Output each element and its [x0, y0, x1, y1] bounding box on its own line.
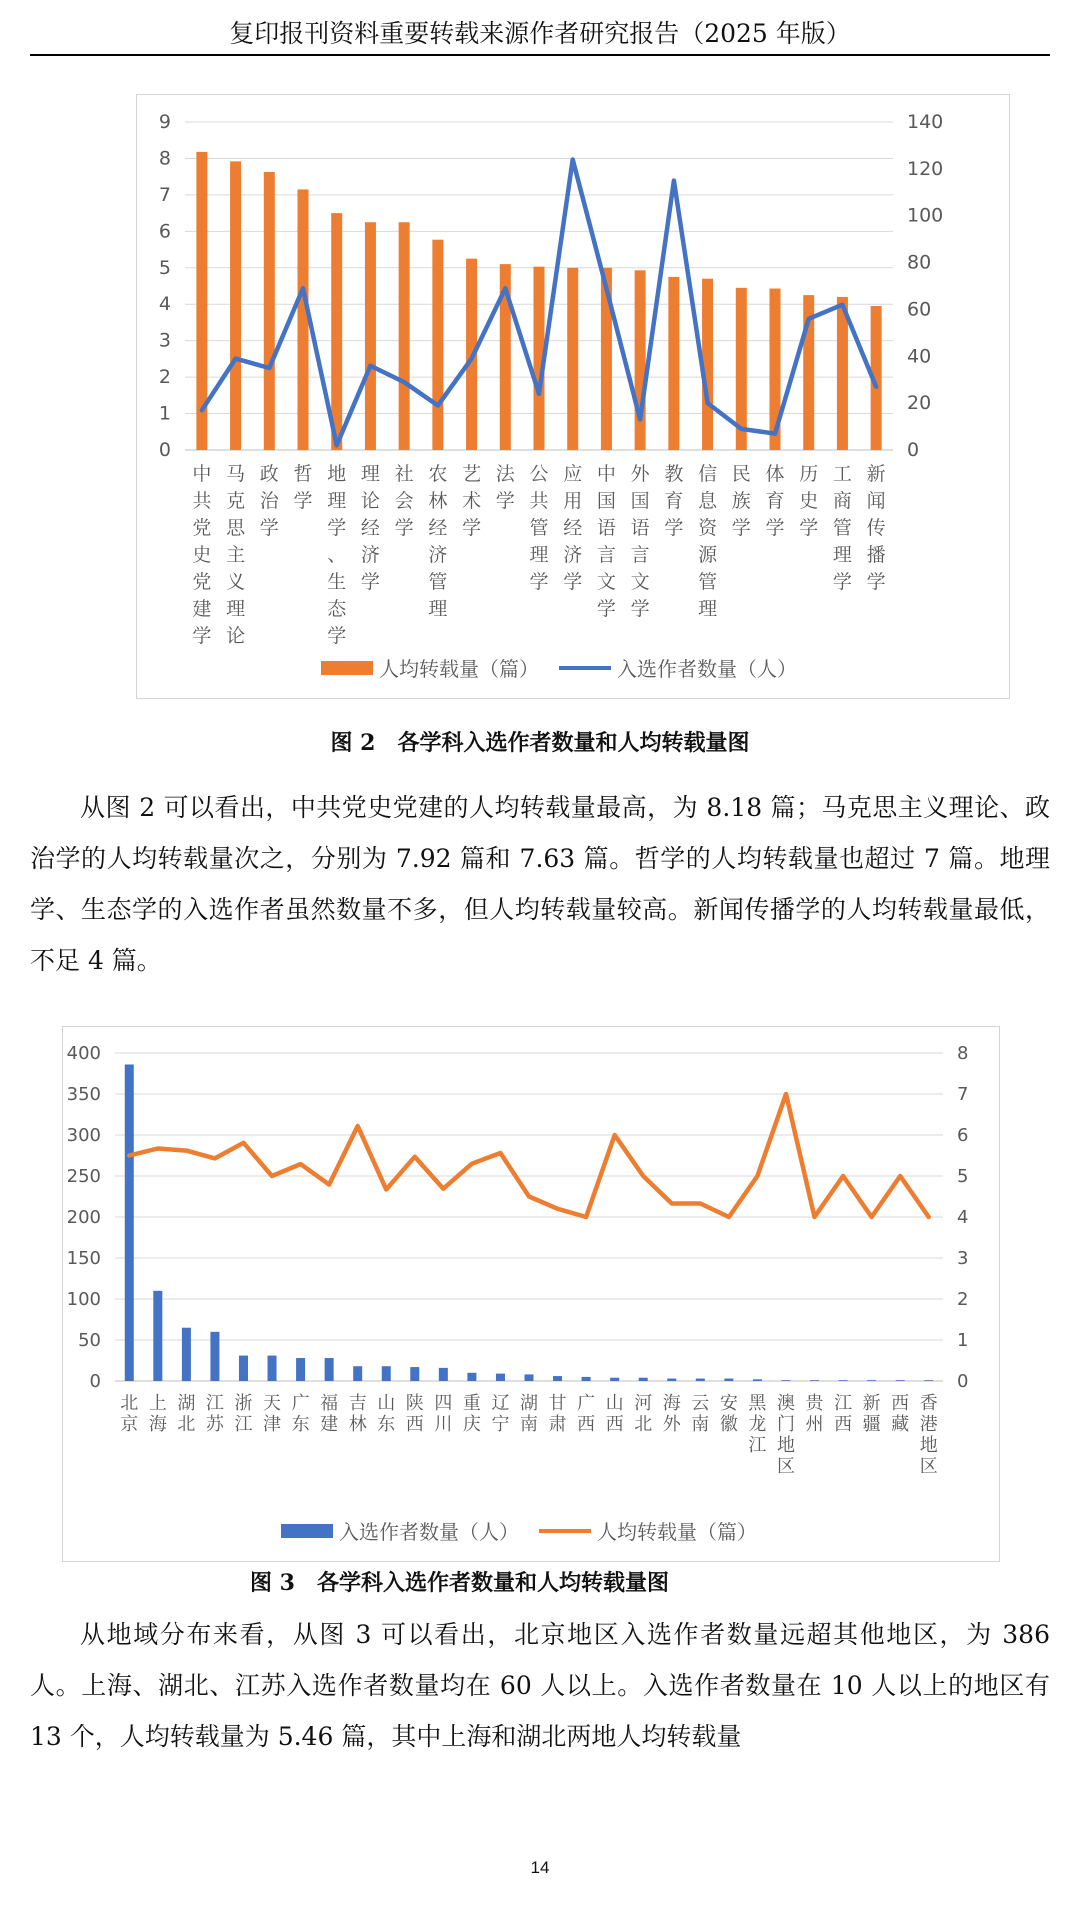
bar: [668, 277, 679, 450]
category-label-char: 学: [630, 598, 650, 620]
legend-swatch-blue-line: [559, 666, 611, 670]
chart-fig2: [136, 94, 1010, 699]
paragraph-1: [30, 782, 1050, 986]
category-label-char: 港: [919, 1414, 938, 1435]
category-label-char: 湖: [520, 1393, 538, 1414]
category-label-char: 理: [832, 544, 852, 566]
category-label-char: 地: [776, 1435, 795, 1456]
bar: [724, 1379, 733, 1381]
category-label-char: 政: [259, 463, 279, 485]
category-label-char: 京: [120, 1414, 139, 1435]
paragraph-text: 从地域分布来看，从图 3 可以看出，北京地区入选作者数量远超其他地区，为 386 人。上海、湖北、江苏入选作者数量均在 60 人以上。入选作者数量在 10 人以上的地区有 13 个，人均转载量为 5.46 篇，其中上海和湖北两地人均转载量: [30, 1620, 1050, 1751]
category-label-char: 言: [596, 544, 616, 566]
category-label-char: 西: [405, 1414, 424, 1435]
category-label-char: 源: [698, 544, 718, 566]
category-label-char: 浙: [234, 1393, 253, 1414]
category-label-char: 北: [634, 1414, 653, 1435]
legend-label: 入选作者数量（人）: [339, 1520, 519, 1544]
bar: [525, 1374, 534, 1381]
right-axis-tick-label: 80: [907, 251, 932, 274]
bar: [810, 1380, 819, 1381]
category-label-char: 理: [360, 463, 380, 485]
bar: [125, 1064, 134, 1381]
paragraph-text: 从图 2 可以看出，中共党史党建的人均转载量最高，为 8.18 篇；马克思主义理论、政治学的人均转载量次之，分别为 7.92 篇和 7.63 篇。哲学的人均转载量也超过 7 篇。地理学、生态学的入选作者虽然数量不多，但人均转载量较高。新闻传播学的人均转载量最低，不足 4 篇。: [30, 793, 1050, 975]
left-axis-tick-label: 7: [158, 183, 171, 206]
bar: [432, 240, 443, 450]
category-label-char: 信: [698, 463, 718, 485]
left-axis-tick-label: 3: [158, 329, 171, 352]
legend-item-bar: [281, 1516, 519, 1545]
category-label-char: 共: [529, 490, 549, 512]
category-label-char: 香: [919, 1393, 938, 1414]
category-label-char: 建: [192, 598, 212, 620]
category-label-char: 江: [834, 1393, 853, 1414]
category-label-char: 文: [596, 571, 616, 593]
category-label-char: 澳: [776, 1393, 795, 1414]
left-axis-tick-label: 5: [158, 256, 171, 279]
category-label-char: 陕: [405, 1393, 424, 1414]
category-label-char: 民: [731, 463, 751, 485]
bar: [582, 1377, 591, 1381]
left-axis-tick-label: 250: [66, 1166, 101, 1187]
category-label-char: 甘: [548, 1393, 567, 1414]
bar: [439, 1368, 448, 1381]
bar: [553, 1376, 562, 1381]
category-label-char: 公: [529, 463, 549, 485]
category-label-char: 管: [832, 517, 852, 539]
category-label-char: 哲: [293, 463, 313, 485]
category-label-char: 安: [719, 1393, 738, 1414]
category-label-char: 管: [529, 517, 549, 539]
category-label-char: 区: [776, 1456, 795, 1477]
chart-fig2-svg: [137, 95, 1009, 698]
right-axis-tick-label: 6: [957, 1125, 969, 1146]
right-axis-tick-label: 20: [907, 392, 932, 415]
category-label-char: 学: [563, 571, 583, 593]
category-label-char: 川: [434, 1414, 453, 1435]
left-axis-tick-label: 8: [158, 147, 171, 170]
category-label-char: 庆: [462, 1414, 481, 1435]
category-label-char: 经: [563, 517, 583, 539]
right-axis-tick-label: 8: [957, 1043, 969, 1064]
category-label-char: 、: [327, 544, 347, 566]
bar: [496, 1374, 505, 1381]
category-label-char: 江: [234, 1414, 253, 1435]
category-label-char: 理: [327, 490, 347, 512]
bar: [210, 1332, 219, 1381]
bar: [331, 213, 342, 450]
bar: [153, 1291, 162, 1381]
category-label-char: 西: [605, 1414, 624, 1435]
figure-caption-3: 图 3 各学科入选作者数量和人均转载量图: [250, 1570, 669, 1596]
category-label-char: 学: [259, 517, 279, 539]
category-label-char: 西: [891, 1393, 910, 1414]
right-axis-tick-label: 140: [907, 111, 944, 133]
chart-fig2-legend: [321, 653, 807, 682]
category-label-char: 社: [394, 463, 414, 485]
category-label-char: 语: [596, 517, 616, 539]
category-label-char: 用: [563, 490, 583, 512]
category-label-char: 宁: [491, 1414, 510, 1435]
category-label-char: 济: [428, 544, 448, 566]
right-axis-tick-label: 120: [907, 157, 944, 180]
category-label-char: 应: [563, 463, 583, 485]
category-label-char: 外: [662, 1414, 681, 1435]
category-label-char: 济: [563, 544, 583, 566]
category-label-char: 学: [394, 517, 414, 539]
category-label-char: 门: [776, 1414, 795, 1435]
category-label-char: 云: [691, 1393, 710, 1414]
category-label-char: 工: [832, 463, 852, 485]
category-label-char: 南: [691, 1414, 710, 1435]
category-label-char: 学: [293, 490, 313, 512]
category-label-char: 体: [765, 463, 785, 485]
bar: [610, 1378, 619, 1381]
left-axis-tick-label: 200: [66, 1207, 101, 1228]
left-axis-tick-label: 4: [158, 293, 171, 316]
category-label-char: 地: [327, 463, 347, 485]
category-label-char: 会: [394, 490, 414, 512]
category-label-char: 历: [799, 463, 819, 485]
bar: [635, 270, 646, 450]
bar: [264, 172, 275, 450]
category-label-char: 党: [192, 571, 212, 593]
right-axis-tick-label: 0: [907, 439, 920, 461]
legend-label: 入选作者数量（人）: [617, 657, 797, 681]
bar: [296, 1358, 305, 1381]
category-label-char: 育: [765, 490, 785, 512]
category-label-char: 语: [630, 517, 650, 539]
bar: [924, 1380, 933, 1381]
category-label-char: 藏: [891, 1414, 910, 1435]
category-label-char: 主: [226, 544, 246, 566]
category-label-char: 息: [698, 490, 718, 512]
category-label-char: 建: [320, 1414, 339, 1435]
category-label-char: 思: [226, 517, 246, 539]
legend-swatch-blue-bar: [281, 1524, 333, 1538]
bar: [781, 1380, 790, 1381]
left-axis-tick-label: 100: [66, 1289, 101, 1310]
category-label-char: 学: [596, 598, 616, 620]
category-label-char: 农: [428, 463, 448, 485]
right-axis-tick-label: 5: [957, 1166, 969, 1187]
bar: [639, 1378, 648, 1381]
left-axis-tick-label: 9: [158, 111, 171, 133]
legend-label: 人均转载量（篇）: [597, 1520, 757, 1544]
page-header: 复印报刊资料重要转载来源作者研究报告（2025 年版）: [30, 14, 1050, 56]
category-label-char: 海: [662, 1393, 681, 1414]
category-label-char: 区: [919, 1456, 938, 1477]
category-label-char: 言: [630, 544, 650, 566]
category-label-char: 天: [263, 1393, 282, 1414]
category-label-char: 管: [428, 571, 448, 593]
legend-item-line: [539, 1516, 757, 1545]
left-axis-tick-label: 6: [158, 220, 171, 243]
category-label-char: 肃: [548, 1414, 567, 1435]
category-label-char: 文: [630, 571, 650, 593]
category-label-char: 族: [731, 490, 751, 512]
category-label-char: 共: [192, 490, 212, 512]
category-label-char: 广: [577, 1393, 596, 1414]
bar: [696, 1379, 705, 1381]
category-label-char: 教: [664, 463, 684, 485]
bar: [230, 161, 241, 450]
category-label-char: 黑: [748, 1393, 767, 1414]
right-axis-tick-label: 0: [957, 1371, 969, 1392]
category-label-char: 学: [495, 490, 515, 512]
category-label-char: 辽: [491, 1393, 510, 1414]
category-label-char: 江: [205, 1393, 224, 1414]
bar: [667, 1379, 676, 1381]
legend-swatch-orange-line: [539, 1529, 591, 1533]
bar: [467, 1373, 476, 1381]
category-label-char: 理: [428, 598, 448, 620]
category-label-char: 重: [462, 1393, 481, 1414]
category-label-char: 上: [148, 1393, 167, 1414]
category-label-char: 苏: [205, 1414, 224, 1435]
category-label-char: 学: [832, 571, 852, 593]
left-axis-tick-label: 300: [66, 1125, 101, 1146]
right-axis-tick-label: 40: [907, 345, 932, 368]
category-label-char: 州: [805, 1414, 824, 1435]
left-axis-tick-label: 0: [89, 1371, 101, 1392]
category-label-char: 学: [462, 517, 482, 539]
category-label-char: 学: [327, 625, 347, 647]
category-label-char: 播: [866, 544, 886, 566]
left-axis-tick-label: 1: [158, 402, 171, 425]
category-label-char: 河: [634, 1393, 653, 1414]
category-label-char: 中: [192, 463, 212, 485]
right-axis-tick-label: 100: [907, 204, 944, 227]
category-label-char: 资: [698, 517, 718, 539]
category-label-char: 学: [360, 571, 380, 593]
category-label-char: 管: [698, 571, 718, 593]
paragraph-2: [30, 1609, 1050, 1762]
category-label-char: 学: [799, 517, 819, 539]
category-label-char: 经: [360, 517, 380, 539]
category-label-char: 商: [832, 490, 852, 512]
category-label-char: 治: [259, 490, 279, 512]
category-label-char: 史: [192, 544, 212, 566]
right-axis-tick-label: 4: [957, 1207, 969, 1228]
bar: [182, 1328, 191, 1381]
category-label-char: 学: [765, 517, 785, 539]
category-label-char: 学: [327, 517, 347, 539]
category-label-char: 徽: [719, 1414, 738, 1435]
bar: [567, 268, 578, 450]
left-axis-tick-label: 350: [66, 1084, 101, 1105]
left-axis-tick-label: 400: [66, 1043, 101, 1064]
category-label-char: 传: [866, 517, 886, 539]
category-label-char: 态: [327, 598, 347, 620]
category-label-char: 党: [192, 517, 212, 539]
legend-swatch-orange-bar: [321, 661, 373, 675]
page-number: 14: [530, 1858, 550, 1877]
category-label-char: 山: [605, 1393, 624, 1414]
right-axis-tick-label: 3: [957, 1248, 969, 1269]
legend-label: 人均转载量（篇）: [379, 657, 539, 681]
bar: [298, 189, 309, 450]
category-label-char: 北: [177, 1414, 196, 1435]
category-label-char: 学: [529, 571, 549, 593]
category-label-char: 艺: [462, 463, 482, 485]
category-label-char: 育: [664, 490, 684, 512]
chart-fig3-svg: [63, 1027, 999, 1561]
category-label-char: 生: [327, 571, 347, 593]
category-label-char: 新: [866, 463, 886, 485]
category-label-char: 克: [226, 490, 246, 512]
category-label-char: 外: [630, 463, 650, 485]
category-label-char: 福: [320, 1393, 339, 1414]
category-label-char: 南: [520, 1414, 538, 1435]
bar: [353, 1366, 362, 1381]
category-label-char: 四: [434, 1393, 453, 1414]
bar: [365, 222, 376, 450]
category-label-char: 论: [360, 490, 380, 512]
bar: [867, 1380, 876, 1381]
category-label-char: 国: [596, 490, 616, 512]
right-axis-tick-label: 7: [957, 1084, 969, 1105]
category-label-char: 山: [377, 1393, 396, 1414]
category-label-char: 地: [919, 1435, 938, 1456]
category-label-char: 学: [664, 517, 684, 539]
category-label-char: 学: [866, 571, 886, 593]
bar: [239, 1356, 248, 1381]
category-label-char: 林: [428, 490, 448, 512]
category-label-char: 北: [120, 1393, 139, 1414]
category-label-char: 广: [291, 1393, 310, 1414]
left-axis-tick-label: 50: [78, 1330, 101, 1351]
category-label-char: 论: [226, 625, 246, 647]
category-label-char: 龙: [748, 1414, 767, 1435]
category-label-char: 理: [226, 598, 246, 620]
category-label-char: 闻: [866, 490, 886, 512]
category-label-char: 术: [462, 490, 482, 512]
bar: [410, 1367, 419, 1381]
category-label-char: 林: [348, 1414, 367, 1435]
chart-fig3: [62, 1026, 1000, 1562]
legend-item-bar: [321, 653, 539, 682]
bar: [896, 1380, 905, 1381]
category-label-char: 理: [529, 544, 549, 566]
category-label-char: 东: [291, 1414, 310, 1435]
category-label-char: 西: [577, 1414, 596, 1435]
left-axis-tick-label: 0: [158, 439, 171, 461]
category-label-char: 西: [834, 1414, 853, 1435]
category-label-char: 中: [596, 463, 616, 485]
legend-item-line: [559, 653, 797, 682]
category-label-char: 学: [731, 517, 751, 539]
bar: [382, 1366, 391, 1381]
chart-fig3-legend: [281, 1516, 767, 1545]
category-label-char: 新: [862, 1393, 881, 1414]
category-label-char: 海: [148, 1414, 167, 1435]
right-axis-tick-label: 2: [957, 1289, 969, 1310]
category-label-char: 湖: [177, 1393, 196, 1414]
left-axis-tick-label: 150: [66, 1248, 101, 1269]
category-label-char: 学: [192, 625, 212, 647]
left-axis-tick-label: 2: [158, 366, 171, 389]
right-axis-tick-label: 1: [957, 1330, 969, 1351]
bar: [839, 1380, 848, 1381]
category-label-char: 马: [226, 463, 246, 485]
category-label-char: 史: [799, 490, 819, 512]
bar: [399, 222, 410, 450]
category-label-char: 吉: [348, 1393, 367, 1414]
figure-caption-2: 图 2 各学科入选作者数量和人均转载量图: [330, 730, 750, 756]
right-axis-tick-label: 60: [907, 298, 932, 321]
category-label-char: 济: [360, 544, 380, 566]
category-label-char: 国: [630, 490, 650, 512]
category-label-char: 东: [377, 1414, 396, 1435]
category-label-char: 经: [428, 517, 448, 539]
bar: [753, 1379, 762, 1381]
category-label-char: 义: [226, 571, 246, 593]
category-label-char: 理: [698, 598, 718, 620]
category-label-char: 贵: [805, 1393, 824, 1414]
category-label-char: 江: [748, 1435, 767, 1456]
bar: [325, 1358, 334, 1381]
category-label-char: 疆: [862, 1414, 881, 1435]
category-label-char: 法: [495, 463, 515, 485]
bar: [268, 1356, 277, 1381]
line-series: [129, 1094, 928, 1217]
category-label-char: 津: [263, 1414, 282, 1435]
